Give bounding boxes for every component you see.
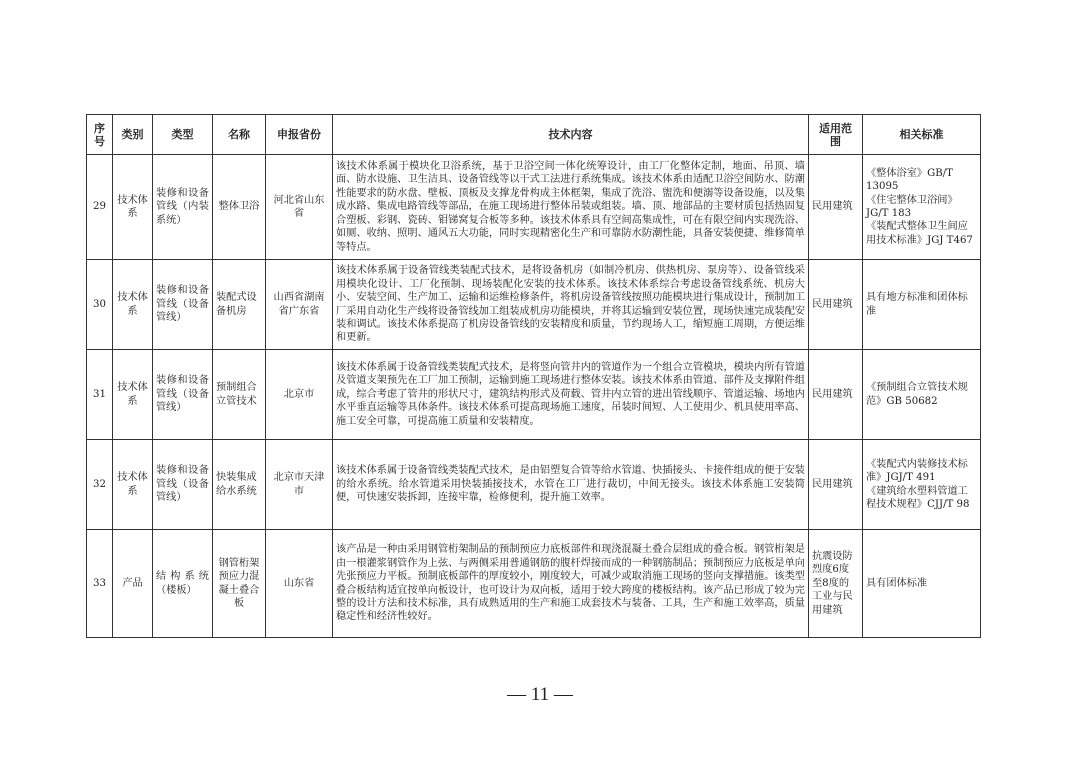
cell-standards: 具有团体标准 — [863, 530, 981, 638]
cell-province: 山西省湖南省广东省 — [266, 260, 333, 350]
cell-name: 钢管桁架预应力混凝土叠合板 — [213, 530, 266, 638]
cell-name: 快装集成给水系统 — [213, 440, 266, 530]
header-name: 名称 — [213, 115, 266, 155]
cell-type: 装修和设备管线（内装系统） — [153, 155, 213, 260]
header-province: 申报省份 — [266, 115, 333, 155]
cell-type: 装修和设备管线（设备管线） — [153, 260, 213, 350]
cell-content: 该产品是一种由采用钢管桁架制品的预制预应力底板部件和现浇混凝土叠合层组成的叠合板。钢管桁架是由一根灌浆钢管作为上弦、与两侧采用普通钢筋的腹杆焊接而成的一种钢筋制品；预制预应力底板是单向先张预应力平板。预制底板部件的厚度较小，刚度较大，可减少或取消施工现场的竖向支撑措施。该类型叠合板结构适宜按单向板设计，也可设计为双向板，适用于较大跨度的楼板结构。该产品已形成了较为完整的设计方法和技术标准，具有成熟适用的生产和施工成套技术与装备、工具，生产和施工效率高，质量稳定性和经济性较好。 — [333, 530, 809, 638]
table-row — [87, 155, 981, 260]
cell-no: 32 — [87, 440, 113, 530]
header-content: 技术内容 — [333, 115, 809, 155]
table-row — [87, 260, 981, 350]
cell-category: 产品 — [113, 530, 153, 638]
cell-category: 技术体系 — [113, 350, 153, 440]
cell-scope: 民用建筑 — [809, 440, 863, 530]
page-number: — 11 — — [507, 684, 573, 705]
cell-category: 技术体系 — [113, 260, 153, 350]
header-standards: 相关标准 — [863, 115, 981, 155]
cell-no: 30 — [87, 260, 113, 350]
table-row — [87, 350, 981, 440]
cell-name: 整体卫浴 — [213, 155, 266, 260]
header-type: 类型 — [153, 115, 213, 155]
cell-content: 该技术体系属于设备管线类装配式技术，是将设备机房（如制冷机房、供热机房、泵房等）、设备管线采用模块化设计、工厂化预制、现场装配化安装的技术体系。该技术体系综合考虑设备管线系统、机房大小、安装空间、生产加工、运输和运维检修条件，将机房设备管线按照功能模块进行集成设计，预制加工厂采用自动化生产线将设备管线加工组装成机房功能模块，并将其运输到安装位置，现场快速完成装配安装和调试。该技术体系提高了机房设备管线的安装精度和质量，节约现场人工，缩短施工周期，方便运维和更新。 — [333, 260, 809, 350]
cell-content: 该技术体系属于设备管线类装配式技术，是将竖向管井内的管道作为一个组合立管模块，模块内所有管道及管道支架预先在工厂加工预制，运输到施工现场进行整体安装。该技术体系由管道、部件及支撑附件组成，综合考虑了管井的形状尺寸，建筑结构形式及荷载、管井内立管的进出管线顺序、管道运输、场地内水平垂直运输等具体条件。该技术体系可提高现场施工速度，吊装时间短、人工使用少、机具使用率高、施工安全可靠，可提高施工质量和安装精度。 — [333, 350, 809, 440]
cell-content: 该技术体系属于设备管线类装配式技术，是由铝塑复合管等给水管道、快插接头、卡接件组成的便于安装的给水系统。给水管道采用快装插接技术，水管在工厂进行裁切，中间无接头。该技术体系施工安装简便，可快速安装拆卸，连接牢靠，检修便利，提升施工效率。 — [333, 440, 809, 530]
cell-standards: 《装配式内装修技术标准》JGJ/T 491 《建筑给水塑料管道工程技术规程》CJJ/T 98 — [863, 440, 981, 530]
cell-content: 该技术体系属于模块化卫浴系统，基于卫浴空间一体化统筹设计，由工厂化整体定制，地面、吊顶、墙面、防水设施、卫生洁具、设备管线等以干式工法进行系统集成。该技术体系由适配卫浴空间防水、防潮性能要求的防水盘、壁板、顶板及支撑龙骨构成主体框架，集成了洗浴、盥洗和便溺等设备设施，以及集成水路、集成电路管线等部品，在施工现场进行整体吊装或组装。墙、顶、地部品的主要材质包括热固复合塑板、彩钢、瓷砖、钼锑窝复合板等多种。该技术体系具有空间高集成性，可在有限空间内实现洗浴、如厕、收纳、照明、通风五大功能，同时实现精密化生产和可靠防水防潮性能，具备安装便捷、维修简单等特点。 — [333, 155, 809, 260]
standards-table — [86, 114, 981, 638]
cell-no: 33 — [87, 530, 113, 638]
cell-standards: 具有地方标准和团体标准 — [863, 260, 981, 350]
cell-type: 装修和设备管线（设备管线） — [153, 440, 213, 530]
cell-type: 结构系统（楼板） — [153, 530, 213, 638]
cell-scope: 民用建筑 — [809, 155, 863, 260]
cell-type: 装修和设备管线（设备管线） — [153, 350, 213, 440]
cell-scope: 民用建筑 — [809, 350, 863, 440]
header-row — [87, 115, 981, 155]
cell-no: 31 — [87, 350, 113, 440]
cell-scope: 抗震设防烈度6度至8度的工业与民用建筑 — [809, 530, 863, 638]
cell-scope: 民用建筑 — [809, 260, 863, 350]
cell-province: 北京市 — [266, 350, 333, 440]
cell-category: 技术体系 — [113, 155, 153, 260]
cell-name: 装配式设备机房 — [213, 260, 266, 350]
table-row — [87, 440, 981, 530]
cell-name: 预制组合立管技术 — [213, 350, 266, 440]
table-row — [87, 530, 981, 638]
cell-standards: 《整体浴室》GB/T 13095 《住宅整体卫浴间》JG/T 183 《装配式整体卫生间应用技术标准》JGJ T467 — [863, 155, 981, 260]
header-category: 类别 — [113, 115, 153, 155]
cell-standards: 《预制组合立管技术规范》GB 50682 — [863, 350, 981, 440]
cell-province: 河北省山东省 — [266, 155, 333, 260]
header-scope: 适用范围 — [809, 115, 863, 155]
cell-province: 北京市天津市 — [266, 440, 333, 530]
cell-no: 29 — [87, 155, 113, 260]
header-no: 序号 — [87, 115, 113, 155]
cell-category: 技术体系 — [113, 440, 153, 530]
cell-province: 山东省 — [266, 530, 333, 638]
